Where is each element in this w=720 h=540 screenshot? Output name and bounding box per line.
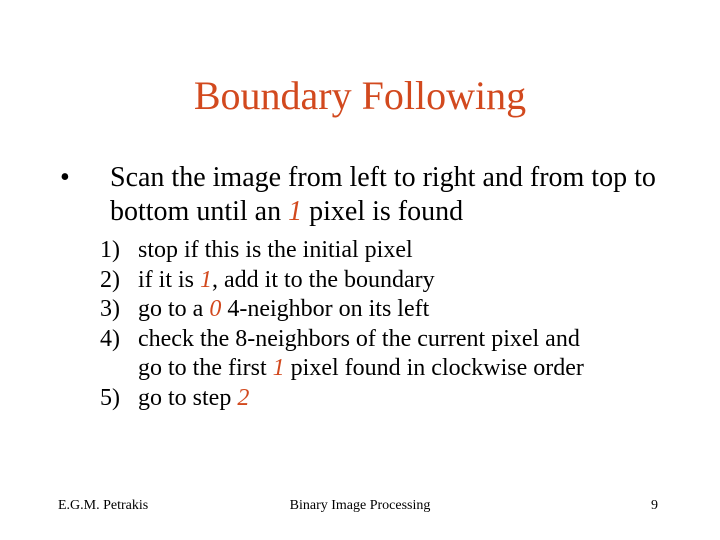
- step-highlight: 1: [272, 355, 285, 381]
- step-text: [138, 236, 700, 266]
- step-item: [100, 266, 700, 296]
- step-text-part: check the 8-neighbors of the current pixel and: [138, 325, 580, 352]
- step-number: 3): [100, 296, 120, 322]
- step-highlight: 0: [209, 296, 222, 322]
- step-number: 1): [100, 237, 120, 263]
- steps-list: [100, 236, 700, 413]
- slide-title: Boundary Following: [193, 73, 527, 118]
- step-highlight: 1: [200, 266, 213, 293]
- step-text-part: if it is: [138, 266, 201, 293]
- bullet-text: [110, 161, 690, 229]
- bullet-text-part2: pixel is found: [302, 196, 464, 227]
- step-text-part: stop if this is the initial pixel: [138, 237, 413, 263]
- footer-author: E.G.M. Petrakis: [58, 498, 149, 513]
- step-text-part: go to step: [138, 384, 238, 411]
- bullet-text-part1: Scan the image from left to right and from top to bottom until an: [110, 162, 656, 227]
- step-number: 4): [100, 325, 120, 352]
- step-item: [100, 295, 700, 325]
- bullet-text-highlight: 1: [288, 196, 303, 227]
- step-text: [138, 266, 700, 296]
- step-item: [100, 325, 700, 384]
- step-text-part: , add it to the boundary: [212, 266, 435, 293]
- step-text-part: 4-neighbor on its left: [221, 296, 430, 322]
- step-text: [138, 384, 700, 414]
- step-text-part: pixel found in clockwise order: [284, 355, 584, 381]
- step-text: [138, 295, 700, 325]
- footer-page-number: 9: [651, 498, 658, 513]
- step-item: [100, 384, 700, 414]
- footer-course: Binary Image Processing: [289, 498, 431, 513]
- step-text-part: go to a: [138, 296, 210, 322]
- step-text: [138, 325, 700, 384]
- step-highlight: 2: [237, 384, 250, 411]
- step-number: 2): [100, 266, 120, 293]
- bullet-marker: •: [60, 162, 70, 193]
- step-number: 5): [100, 384, 120, 411]
- step-item: [100, 236, 700, 266]
- step-text-part: go to the first: [138, 355, 273, 381]
